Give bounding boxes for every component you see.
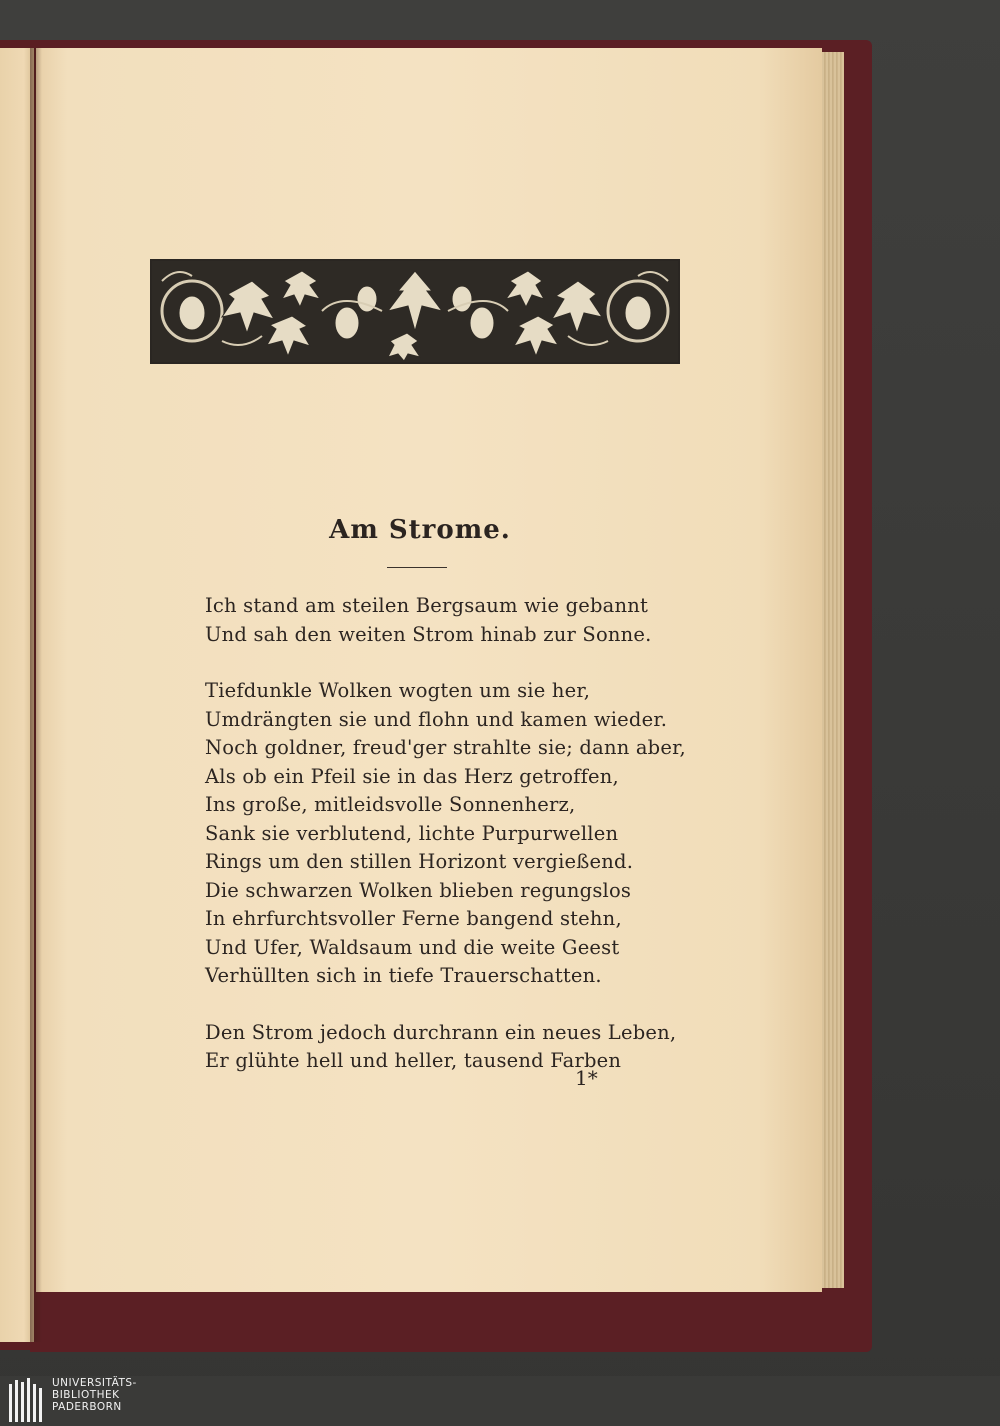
library-footer-bar [0,1376,1000,1426]
library-logo-icon [8,1378,44,1424]
title-divider [387,567,447,568]
logo-line-3: PADERBORN [52,1401,122,1413]
poem-line: Die schwarzen Wolken blieben regungslos [205,878,632,902]
poem-line: Und Ufer, Waldsaum und die weite Geest [205,935,620,959]
decorative-vine-ornament [150,259,680,364]
poem-line: Tiefdunkle Wolken wogten um sie her, [205,679,591,702]
poem-line: Rings um den stillen Horizont vergießend. [205,850,634,873]
poem-title: Am Strome. [329,515,511,545]
logo-line-1: UNIVERSITÄTS- [52,1377,137,1389]
vine-ornament-icon [152,261,678,362]
poem-line: Noch goldner, freud'ger strahlte sie; dann aber, [205,736,686,759]
stanza-1 [205,592,765,649]
left-page-sliver [0,48,34,1342]
poem-line: Und sah den weiten Strom hinab zur Sonne. [205,622,652,646]
stanza-2 [205,677,765,991]
poem-line: Ins große, mitleidsvolle Sonnenherz, [205,793,576,816]
poem-line: Den Strom jedoch durchrann ein neues Leben, [205,1020,677,1044]
poem-body [205,592,765,1104]
poem-line: Als ob ein Pfeil sie in das Herz getroffen, [205,764,619,788]
poem-line: Ich stand am steilen Bergsaum wie gebannt [205,594,649,617]
logo-line-2: BIBLIOTHEK [52,1389,120,1401]
printer-signature-mark: 1* [575,1066,598,1090]
stanza-3 [205,1019,765,1076]
library-logo-text [52,1377,137,1413]
poem-line: Er glühte hell und heller, tausend Farben [205,1049,622,1072]
gutter-shadow [30,48,42,1342]
poem-line: Sank sie verblutend, lichte Purpurwellen [205,821,619,845]
poem-line: Verhüllten sich in tiefe Trauerschatten. [205,964,602,987]
poem-line: In ehrfurchtsvoller Ferne bangend stehn, [205,907,622,930]
poem-line: Umdrängten sie und flohn und kamen wieder. [205,707,668,731]
